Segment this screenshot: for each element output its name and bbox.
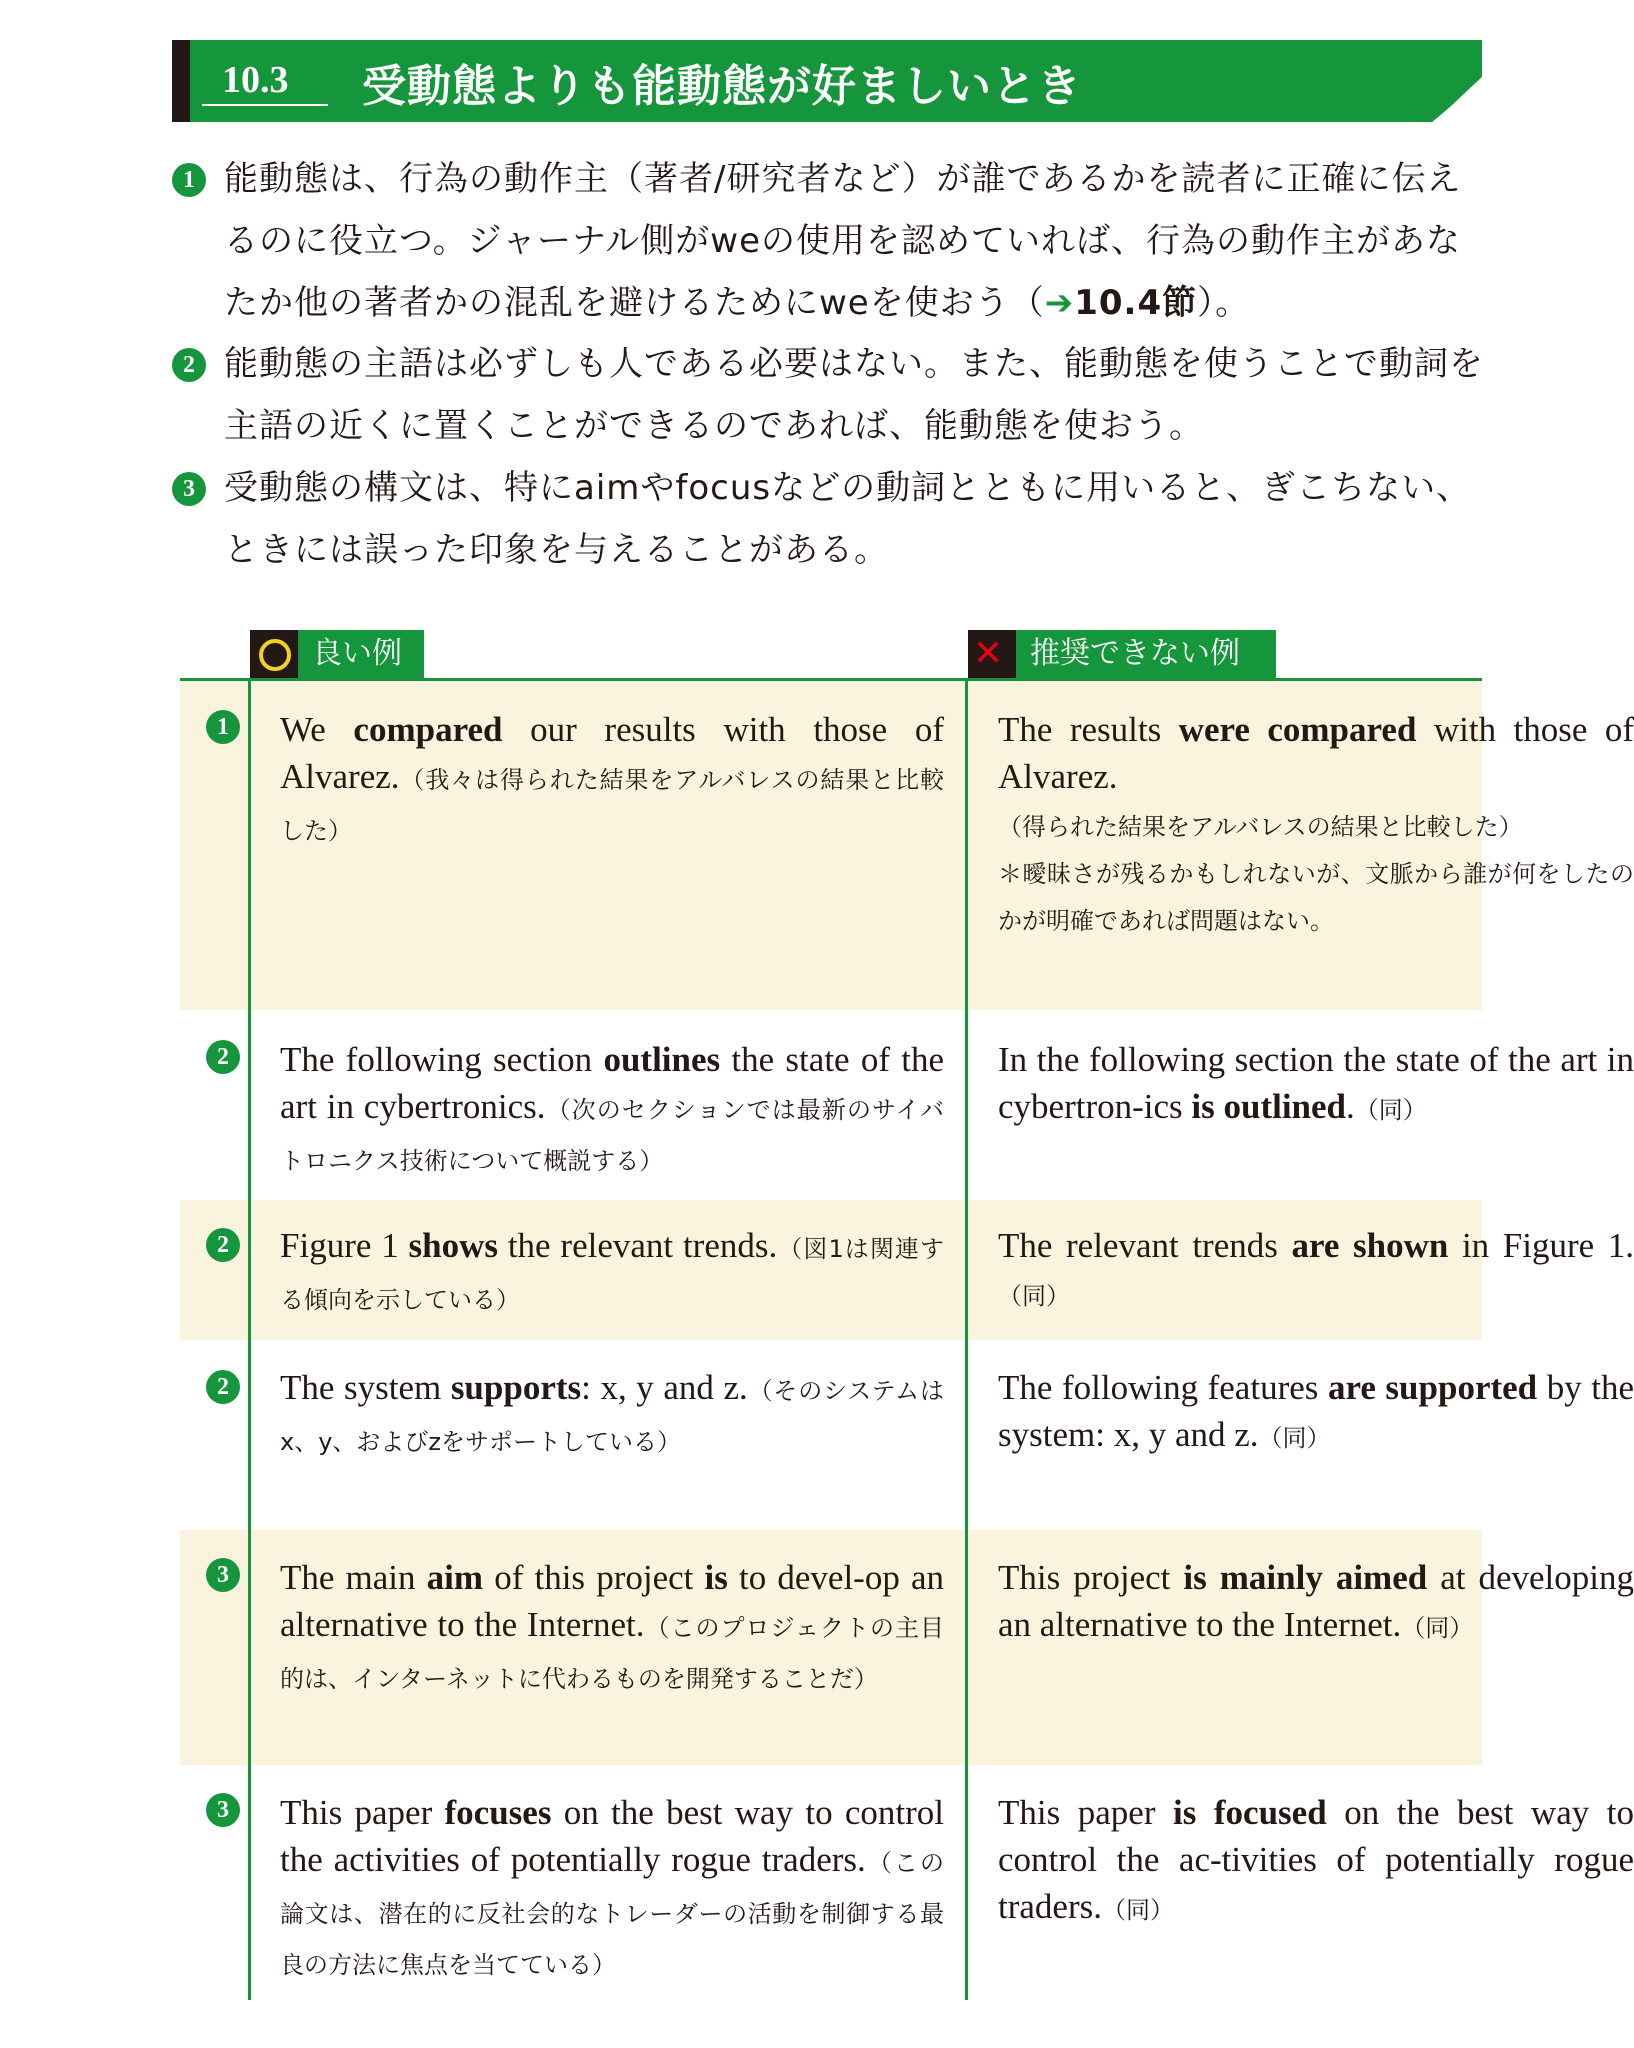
row-badge: 3	[206, 1558, 240, 1592]
column-divider	[965, 680, 968, 2000]
point-3-badge: 3	[172, 472, 206, 506]
good-circle-icon	[250, 630, 298, 678]
point-2-badge: 2	[172, 348, 206, 382]
table-row	[180, 1765, 1634, 2000]
point-1-body: 能動態は、行為の動作主（著者/研究者など）が誰であるかを読者に正確に伝えるのに役立つ。ジャーナル側がweの使用を認めていれば、行為の動作主があなたか他の著者かの混乱を避けるためにweを使おう（	[224, 159, 1462, 323]
bad-example-header	[968, 630, 1276, 678]
row-badge: 1	[206, 710, 240, 744]
bad-header-label: 推奨できない例	[1030, 636, 1240, 671]
good-example: This paper focuses on the best way to control the activities of potentially rogue traders.（この論文は、潜在的に反社会的なトレーダーの活動を制御する最良の方法に焦点を当てている）	[280, 1793, 945, 1979]
point-2-text: 能動態の主語は必ずしも人である必要はない。また、能動態を使うことで動詞を主語の近くに置くことができるのであれば、能動態を使おう。	[224, 344, 1484, 446]
header-dark-bar	[172, 40, 190, 122]
table-row	[180, 680, 1634, 1010]
point-1-end: ）。	[1197, 283, 1251, 323]
section-ref-link[interactable]: 10.4節	[1074, 283, 1198, 323]
table-top-rule	[180, 678, 1482, 681]
bad-example: This paper is focused on the best way to control the ac-tivities of potentially rogue traders.（同）	[998, 1793, 1634, 1926]
good-example: The main aim of this project is to devel-op an alternative to the Internet.（このプロジェクトの主目的は、インターネットに代わるものを開発することだ）	[280, 1558, 944, 1693]
section-number-underline	[202, 104, 328, 106]
point-3-text: 受動態の構文は、特にaimやfocusなどの動詞とともに用いると、ぎこちない、ときには誤った印象を与えることがある。	[224, 468, 1472, 570]
table-row	[180, 1200, 1634, 1340]
point-1-text	[224, 148, 1484, 334]
section-number: 10.3	[222, 59, 289, 101]
bad-example: This project is mainly aimed at developing an alternative to the Internet.（同）	[998, 1558, 1634, 1644]
bad-example: The following features are supported by the system: x, y and z.（同）	[998, 1368, 1634, 1454]
bad-example: The relevant trends are shown in Figure 1.（同）	[998, 1226, 1634, 1310]
good-example: The following section outlines the state of the art in cybertronics.（次のセクションでは最新のサイバトロニクス技術について概説する）	[280, 1040, 945, 1175]
table-row	[180, 1530, 1634, 1765]
section-title: 受動態よりも能動態が好ましいとき	[362, 61, 1082, 112]
point-1-badge: 1	[172, 163, 206, 197]
number-column-divider	[248, 680, 251, 2000]
good-header-label: 良い例	[312, 636, 402, 671]
good-example-header	[250, 630, 424, 678]
section-header	[172, 40, 1482, 122]
table-row	[180, 1340, 1634, 1530]
good-example: The system supports: x, y and z.（そのシステムはx、y、およびzをサポートしている）	[280, 1368, 945, 1456]
bad-cross-icon: ✕	[968, 630, 1016, 678]
row-badge: 3	[206, 1793, 240, 1827]
row-badge: 2	[206, 1040, 240, 1074]
good-example: Figure 1 shows the relevant trends.（図1は関連する傾向を示している）	[280, 1226, 944, 1314]
arrow-icon: ➔	[1044, 283, 1075, 323]
row-badge: 2	[206, 1228, 240, 1262]
good-example: We compared our results with those of Alvarez.（我々は得られた結果をアルバレスの結果と比較した）	[280, 710, 944, 845]
ambiguity-note: ＊曖昧さが残るかもしれないが、文脈から誰が何をしたのかが明確であれば問題はない。	[998, 860, 1634, 935]
row-badge: 2	[206, 1370, 240, 1404]
table-row	[180, 1010, 1634, 1200]
bad-example: In the following section the state of the art in cybertron-ics is outlined.（同）	[998, 1040, 1634, 1126]
bad-example: The results were compared with those of Alvarez.（得られた結果をアルバレスの結果と比較した） ＊曖昧さが残るかもしれないが、文脈から誰が何をしたのかが明確であれば問題はない。	[998, 706, 1634, 945]
